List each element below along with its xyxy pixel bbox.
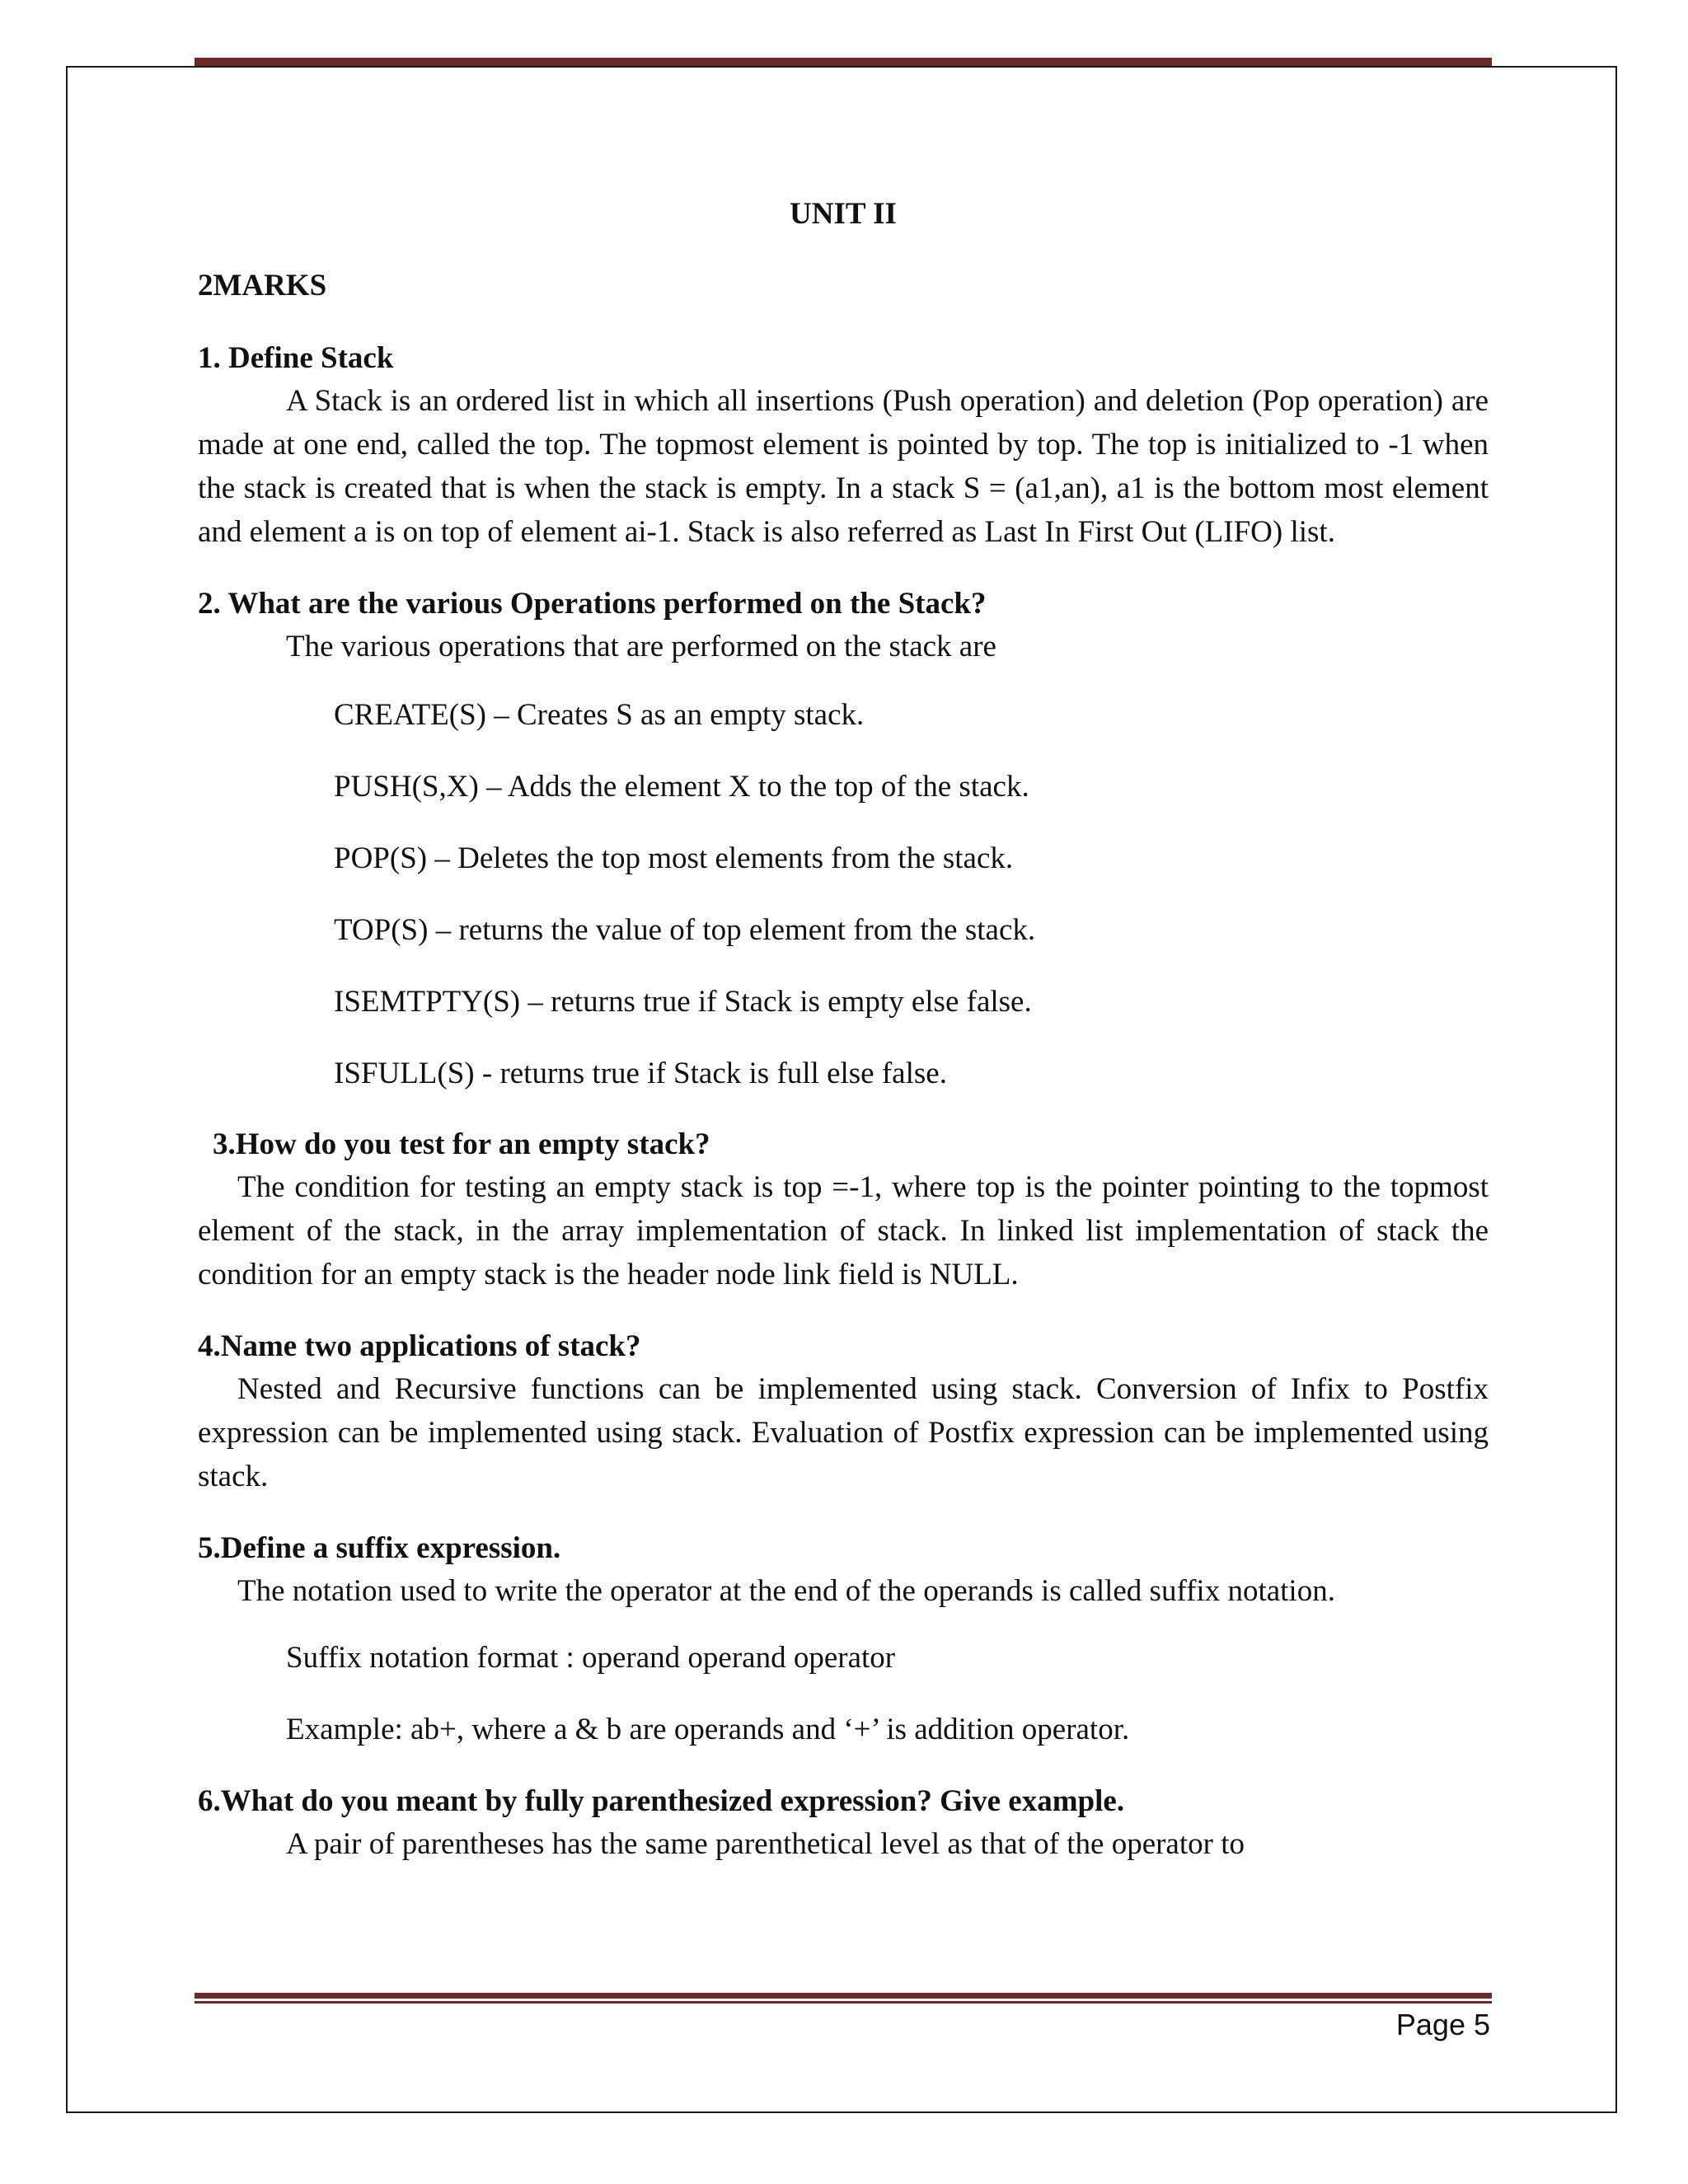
- question-1: [198, 338, 1489, 554]
- list-item: POP(S) – Deletes the top most elements from the stack.: [334, 841, 1014, 875]
- question-4: [198, 1326, 1489, 1498]
- answer-paragraph: The notation used to write the operator at the end of the operands is called suffix notation.: [237, 1574, 1335, 1608]
- question-6: [198, 1781, 1489, 1866]
- page-content: [198, 196, 1489, 1866]
- notation-lines: [198, 1638, 1489, 1750]
- question-5: [198, 1528, 1489, 1750]
- notation-example: Example: ab+, where a & b are operands and ‘+’ is addition operator.: [286, 1713, 1130, 1746]
- answer-intro: The various operations that are performed on the stack are: [286, 630, 996, 663]
- question-2: [198, 583, 1489, 1094]
- list-item: ISEMTPTY(S) – returns true if Stack is empty else false.: [334, 985, 1032, 1019]
- answer-paragraph: A Stack is an ordered list in which all insertions (Push operation) and deletion (Pop operation) are made at one end, called the top. The topmost element is pointed by top. The top is initialized to -1 when the stack is created that is when the stack is empty. In a stack S = (a1,an), a1 is the bottom most element and element a is on top of element ai-1. Stack is also referred as Last In First Out (LIFO) list.: [198, 384, 1489, 549]
- list-item: TOP(S) – returns the value of top element from the stack.: [334, 913, 1036, 947]
- question-heading: 2. What are the various Operations performed on the Stack?: [198, 587, 987, 621]
- answer-paragraph: Nested and Recursive functions can be implemented using stack. Conversion of Infix to Postfix expression can be implemented using stack. Evaluation of Postfix expression can be implemented using stack.: [198, 1372, 1489, 1493]
- header-rule: [195, 58, 1492, 66]
- footer-rule: [195, 1993, 1492, 2004]
- answer-paragraph: The condition for testing an empty stack is top =-1, where top is the pointer pointing to the topmost element of the stack, in the array implementation of stack. In linked list implementation of stack the condition for an empty stack is the header node link field is NULL.: [198, 1170, 1489, 1291]
- question-heading: 1. Define Stack: [198, 341, 394, 375]
- question-heading: 5.Define a suffix expression.: [198, 1531, 561, 1565]
- section-title: 2MARKS: [198, 269, 327, 302]
- page-number: Page 5: [1395, 2008, 1490, 2041]
- answer-paragraph: A pair of parentheses has the same parenthetical level as that of the operator to: [286, 1827, 1245, 1861]
- notation-format: Suffix notation format : operand operand operator: [286, 1641, 896, 1675]
- operations-list: [198, 695, 1489, 1094]
- list-item: CREATE(S) – Creates S as an empty stack.: [334, 698, 865, 732]
- question-heading: 6.What do you meant by fully parenthesized expression? Give example.: [198, 1784, 1125, 1818]
- question-heading: 4.Name two applications of stack?: [198, 1329, 641, 1363]
- question-3: [198, 1124, 1489, 1296]
- unit-title: UNIT II: [790, 197, 897, 231]
- list-item: ISFULL(S) - returns true if Stack is full else false.: [334, 1057, 947, 1090]
- list-item: PUSH(S,X) – Adds the element X to the top of the stack.: [334, 770, 1029, 804]
- question-heading: 3.How do you test for an empty stack?: [213, 1127, 710, 1161]
